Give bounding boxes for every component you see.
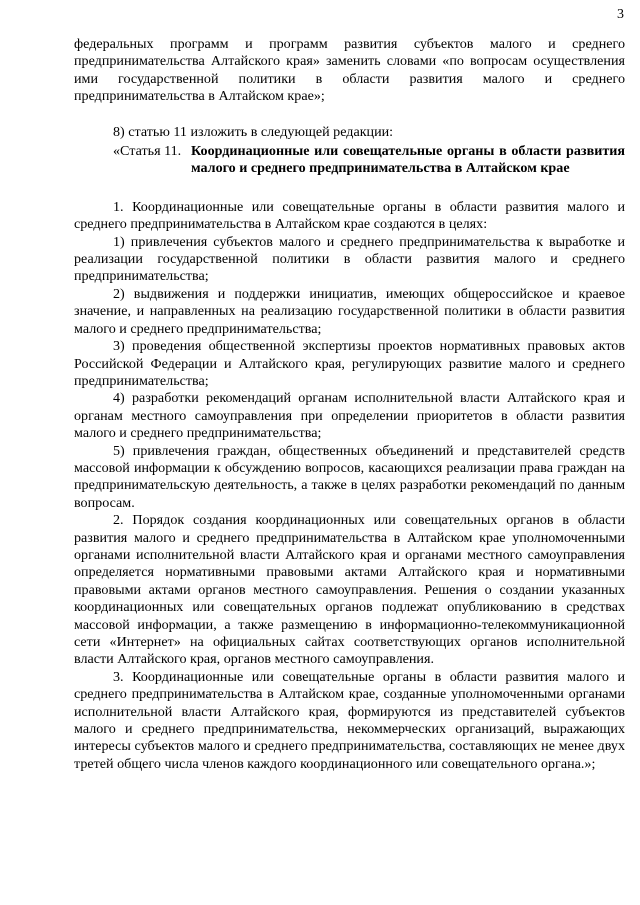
intro-paragraph: федеральных программ и программ развития субъектов малого и среднего предпринимательства Алтайского края» заменить словами «по вопросам осуществления ими государственной политики в области развития малого и среднего предпринимательства в Алтайском крае»; — [74, 36, 625, 105]
list-item-4: 4) разработки рекомендаций органам исполнительной власти Алтайского края и органам местного самоуправления при определении приоритетов в области развития малого и среднего предпринимательства; — [74, 390, 625, 442]
article-heading — [74, 143, 625, 178]
list-item-3: 3) проведения общественной экспертизы проектов нормативных правовых актов Российской Федерации и Алтайского края, регулирующих развитие малого и среднего предпринимательства; — [74, 338, 625, 389]
document-body — [74, 36, 625, 773]
paragraph-2: 2. Порядок создания координационных или совещательных органов в области развития малого и среднего предпринимательства в Алтайском крае уполномоченными органами исполнительной власти Алтайского края и органами местного самоуправления определяется нормативными правовыми актами Алтайского края и нормативными правовыми актами органов местного самоуправления. Решения о создании указанных координационных или совещательных органов подлежат опубликованию в средствах массовой информации, а также размещению в информационно-телекоммуникационной сети «Интернет» на официальных сайтах соответствующих органов исполнительной власти Алтайского края, органов местного самоуправления. — [74, 512, 625, 668]
list-item-5: 5) привлечения граждан, общественных объединений и представителей средств массовой информации к обсуждению вопросов, касающихся реализации права граждан на предпринимательскую деятельность, а также в целях разработки рекомендаций по данным вопросам. — [74, 442, 625, 511]
page-number: 3 — [617, 7, 624, 22]
paragraph-1: 1. Координационные или совещательные органы в области развития малого и среднего предпринимательства в Алтайском крае создаются в целях: — [74, 198, 625, 233]
article-label: «Статья 11. — [113, 143, 182, 160]
list-item-1: 1) привлечения субъектов малого и среднего предпринимательства к выработке и реализации государственной политики в области развития малого и среднего предпринимательства; — [74, 233, 625, 285]
amendment-line: 8) статью 11 изложить в следующей редакции: — [113, 123, 394, 140]
list-item-2: 2) выдвижения и поддержки инициатив, имеющих общероссийское и краевое значение, и направленных на реализацию государственной политики в области развития малого и среднего предпринимательства; — [74, 285, 625, 337]
paragraph-3: 3. Координационные или совещательные органы в области развития малого и среднего предпринимательства в Алтайском крае, созданные уполномоченными органами исполнительной власти Алтайского края, формируются из представителей субъектов малого и среднего предпринимательства, некоммерческих организаций, выражающих интересы субъектов малого и среднего предпринимательства, составляющих не менее двух третей общего числа членов каждого координационного или совещательного органа.»; — [74, 668, 625, 772]
article-title: Координационные или совещательные органы в области развития малого и среднего предпринимательства в Алтайском крае — [191, 143, 625, 177]
